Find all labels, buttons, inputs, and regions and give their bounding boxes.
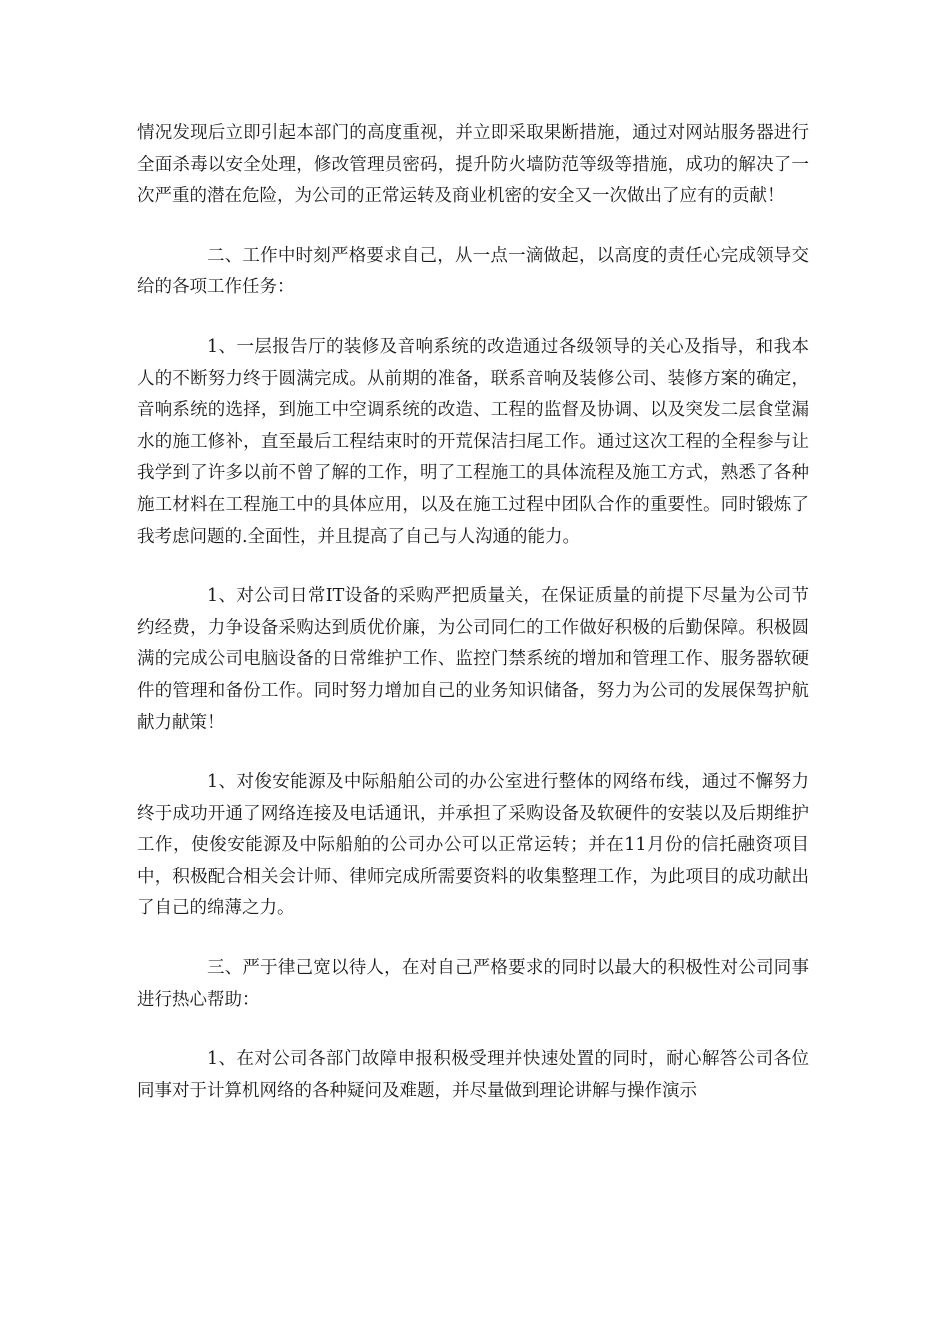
paragraph-continuation: 情况发现后立即引起本部门的高度重视，并立即采取果断措施，通过对网站服务器进行全面杀毒以安全处理，修改管理员密码，提升防火墙防范等级等措施，成功的解决了一次严重的潜在危险，为公司的正常运转及商业机密的安全又一次做出了应有的贡献！ [137,123,809,207]
paragraph-network-cabling: 1、对俊安能源及中际船舶公司的办公室进行整体的网络布线，通过不懈努力终于成功开通了网络连接及电话通讯，并承担了采购设备及软硬件的安装以及后期维护工作，使俊安能源及中际船舶的公司办公可以正常运转；并在11月份的信托融资项目中，积极配合相关会计师、律师完成所需要资料的收集整理工作，为此项目的成功献出了自己的绵薄之力。 [137,772,809,919]
paragraph-section-two-heading: 二、工作中时刻严格要求自己，从一点一滴做起，以高度的责任心完成领导交给的各项工作任务： [137,245,809,298]
document-page [137,118,809,1135]
paragraph-colleague-support: 1、在对公司各部门故障申报积极受理并快速处置的同时，耐心解答公司各位同事对于计算机网络的各种疑问及难题，并尽量做到理论讲解与操作演示 [137,1049,809,1101]
paragraph-it-procurement: 1、对公司日常IT设备的采购严把质量关，在保证质量的前提下尽量为公司节约经费，力争设备采购达到质优价廉，为公司同仁的工作做好积极的后勤保障。积极圆满的完成公司电脑设备的日常维护工作、监控门禁系统的增加和管理工作、服务器软硬件的管理和备份工作。同时努力增加自己的业务知识储备，努力为公司的发展保驾护航献力献策！ [137,586,809,733]
paragraph-auditorium-renovation: 1、一层报告厅的装修及音响系统的改造通过各级领导的关心及指导，和我本人的不断努力终于圆满完成。从前期的准备，联系音响及装修公司、装修方案的确定，音响系统的选择，到施工中空调系统的改造、工程的监督及协调、以及突发二层食堂漏水的施工修补，直至最后工程结束时的开荒保洁扫尾工作。通过这次工程的全程参与让我学到了许多以前不曾了解的工作，明了工程施工的具体流程及施工方式，熟悉了各种施工材料在工程施工中的具体应用，以及在施工过程中团队合作的重要性。同时锻炼了我考虑问题的.全面性，并且提高了自己与人沟通的能力。 [137,336,809,547]
paragraph-section-three-heading: 三、严于律己宽以待人，在对自己严格要求的同时以最大的积极性对公司同事进行热心帮助： [137,958,809,1010]
